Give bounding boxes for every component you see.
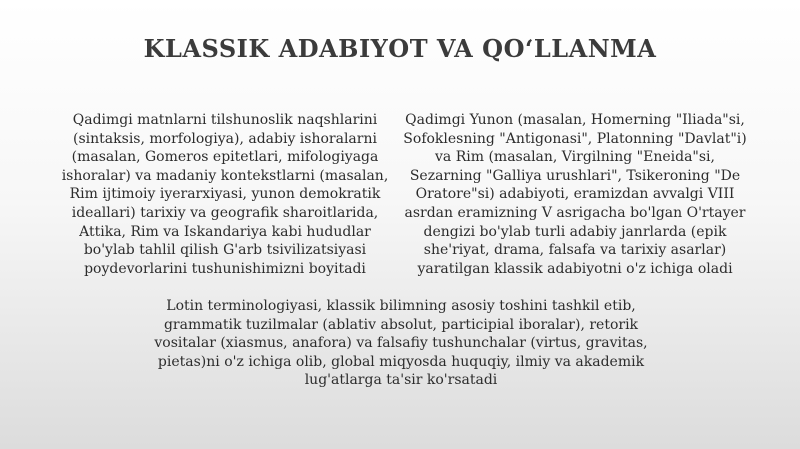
- bottom-text-block: Lotin terminologiyasi, klassik bilimning asosiy toshini tashkil etib, grammatik tuzilmalar (ablativ absolut, participial iboralar), retorik vositalar (xiasmus, anafora) va falsafiy tushunchalar (virtus, gravitas, pietas)ni o'z ichiga olib, global miqyosda huquqiy, ilmiy va akademik lug'atlarga ta'sir ko'rsatadi: [154, 298, 648, 389]
- right-text-block: Qadimgi Yunon (masalan, Homerning "Iliada"si, Sofoklesning "Antigonasi", Platonning "Davlat"i) va Rim (masalan, Virgilning "Eneida"si, Sezarning "Galliya urushlari", Tsikeroning "De Oratore"si) adabiyoti, eramizdan avvalgi VIII asrdan eramizning V asrigacha bo'lgan O'rtayer dengizi bo'ylab turli adabiy janrlarda (epik she'riyat, drama, falsafa va tarixiy asarlar) yaratilgan klassik adabiyotni o'z ichiga oladi: [403, 112, 747, 277]
- slide-title: KLASSIK ADABIYOT VA QO‘LLANMA: [143, 34, 657, 63]
- left-text-block: Qadimgi matnlarni tilshunoslik naqshlarini (sintaksis, morfologiya), adabiy ishoralarni (masalan, Gomeros epitetlari, mifologiyaga ishoralar) va madaniy kontekstlarni (masalan, Rim ijtimoiy iyerarxiyasi, yunon demokratik ideallari) tarixiy va geografik sharoitlarida, Attika, Rim va Iskandariya kabi hududlar bo'ylab tahlil qilish G'arb tsivilizatsiyasi poydevorlarini tushunishimizni boyitadi: [61, 112, 389, 277]
